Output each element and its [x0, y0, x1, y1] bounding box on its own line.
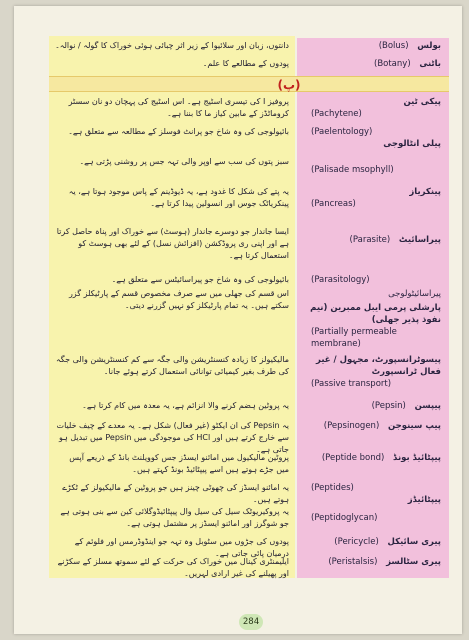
term	[297, 164, 449, 176]
term	[297, 556, 449, 568]
term	[297, 96, 449, 120]
definition: اس قسم کی جھلی میں سے صرف مخصوص قسم کے پارٹیکلز گزر سکتے ہیں۔ یہ تمام پارٹیکلز کو نہیں گزرنے دیتی۔	[68, 289, 289, 310]
term-english: (Paelentology)	[311, 127, 373, 137]
term-english: (Parasitology)	[311, 275, 370, 285]
term-urdu: پارشلی پرمی ایبل ممبرین (نیم نفوذ پذیر جھلی)	[310, 303, 441, 325]
definition: ایسا جاندار جو دوسرے جاندار (ہوسٹ) سے خوراک اور پناہ حاصل کرتا ہے اور اپنی ری پروڈکشن (افزائش نسل) کے لئے بھی ہوسٹ کو استعمال کرتا ہے۔	[56, 227, 289, 260]
term-english: (Palisade msophyll)	[311, 165, 394, 175]
term-urdu: پیراسائیٹ	[398, 235, 441, 245]
term	[297, 58, 449, 70]
term	[297, 302, 449, 350]
term-urdu: باٹنی	[419, 59, 441, 69]
book-page	[14, 6, 462, 634]
term-english: (Peptide bond)	[321, 453, 385, 463]
page-number: 284	[239, 614, 263, 630]
definition: پودوں کی جڑوں میں سٹوبل وہ تہہ جو اینڈوڈرمس اور فلوئم کے درمیان پائی جاتی ہے۔	[74, 537, 289, 558]
definition: یہ Pepsin کی ان ایکٹو (غیر فعال) شکل ہے۔ یہ معدے کے چیف خلیات سے خارج کرتے ہیں اور HCl کی موجودگی میں Pepsin میں تبدیل ہو جاتی ہے۔	[56, 421, 289, 454]
term-urdu: بولس	[417, 41, 441, 51]
definition: پروٹین مالیکیول میں امائنو ایسڈز جس کوویلنٹ بانڈ کے ذریعے آپس میں جڑے ہوتے ہیں اسے پیپٹائیڈ بونڈ کہتے ہیں۔	[69, 453, 289, 474]
term-english: (Bolus)	[378, 41, 409, 51]
term	[297, 536, 449, 548]
definition: یہ امائنو ایسڈز کی چھوٹی چینز ہیں جو پروٹین کے مالیکیولز کے ٹکڑے ہوتے ہیں۔	[62, 483, 289, 504]
definition: یہ پروکیریوٹک سیل کی سیل وال پیپٹائیڈوگلائی کین سے بنی ہوتی ہے جو شوگرز اور امائنو ایسڈز پر مشتمل ہوتی ہے۔	[60, 507, 289, 528]
section-letter: (پ)	[277, 78, 301, 92]
definition: بائیولوجی کی وہ شاخ جو پیراسائیٹس سے متعلق ہے۔	[111, 275, 289, 284]
term	[297, 354, 449, 390]
term-english: (Pepsin)	[371, 401, 406, 411]
definition: ایلیمنٹری کینال میں خوراک کی حرکت کے لئے سموتھ مسلز کے سکڑنے اور پھیلنے کی غیر ارادی لہریں۔	[57, 557, 289, 578]
definition: مالیکیولز کا زیادہ کنسنٹریشن والی جگہ سے کم کنسنٹریشن والی جگہ کی طرف بغیر کیمیائی توانائی استعمال کرتے ہوئے جانا۔	[56, 355, 289, 376]
term-urdu: پیراسائیٹولوجی	[388, 289, 441, 299]
section-letter-bar	[49, 76, 449, 92]
term-urdu: پیپ سینوجن	[387, 421, 441, 431]
term-urdu: پیسوٹرانسپورٹ، مجہول / غیر فعال ٹرانسپورٹ	[316, 355, 441, 377]
definition: یہ پتے کی شکل کا غدود ہے، یہ ڈیوڈینم کے پاس موجود ہوتا ہے، یہ پینکریاٹک جوس اور انسولین پیدا کرتا ہے۔	[68, 187, 289, 208]
term-english: (Pancreas)	[311, 199, 356, 209]
term-urdu: پیری سٹالسز	[386, 557, 441, 567]
definition: دانتوں، زبان اور سلائیوا کے زیر اثر چبائی ہوئی خوراک کا گولہ / نوالہ۔	[55, 41, 289, 50]
term-urdu: پینکریاز	[409, 187, 441, 197]
definition: پودوں کے مطالعے کا علم۔	[202, 59, 289, 68]
term-english: (Botany)	[373, 59, 411, 69]
term-urdu: پیلی انٹالوجی	[383, 139, 441, 149]
term-english: (Pepsinogen)	[323, 421, 380, 431]
term-english: (Pericycle)	[334, 537, 379, 547]
term	[297, 274, 449, 286]
term-urdu: پیری سائیکل	[387, 537, 441, 547]
term-english: (Pachytene)	[311, 109, 362, 119]
term	[297, 288, 449, 300]
term-urdu: پیپٹائیڈز	[407, 495, 441, 505]
term-urdu: پیپٹائیڈ بونڈ	[393, 453, 441, 463]
term-english: (Passive transport)	[311, 379, 392, 389]
term	[297, 420, 449, 432]
term-english: (Parasite)	[349, 235, 391, 245]
term-urdu: پیپسن	[414, 401, 441, 411]
term	[297, 452, 449, 464]
term-english: (Peptidoglycan)	[311, 513, 378, 523]
term-english: (Peristalsis)	[328, 557, 378, 567]
definition: پروفیز I کی تیسری اسٹیج ہے۔ اس اسٹیج کی پہچان دو نان سسٹر کروماٹڈز کے مابین کیاز ما کا بننا ہے۔	[68, 97, 289, 118]
term	[297, 400, 449, 412]
term	[297, 40, 449, 52]
term-english: (Partially permeable membrane)	[311, 327, 397, 349]
definition: یہ پروٹین ہضم کرنے والا انزائم ہے، یہ معدہ میں کام کرتا ہے۔	[82, 401, 289, 410]
term-english: (Peptides)	[311, 483, 354, 493]
definition: بائیولوجی کی وہ شاخ جو پرانٹ فوسلز کے مطالعہ سے متعلق ہے۔	[68, 127, 289, 136]
definition: سبز پتوں کی سب سے اوپر والی تہہ جس پر روشنی پڑتی ہے۔	[79, 157, 289, 166]
term	[297, 126, 449, 150]
term-urdu: پیکی ٹین	[403, 97, 441, 107]
term	[297, 482, 449, 506]
term	[297, 234, 449, 246]
term	[297, 186, 449, 210]
term	[297, 512, 449, 524]
